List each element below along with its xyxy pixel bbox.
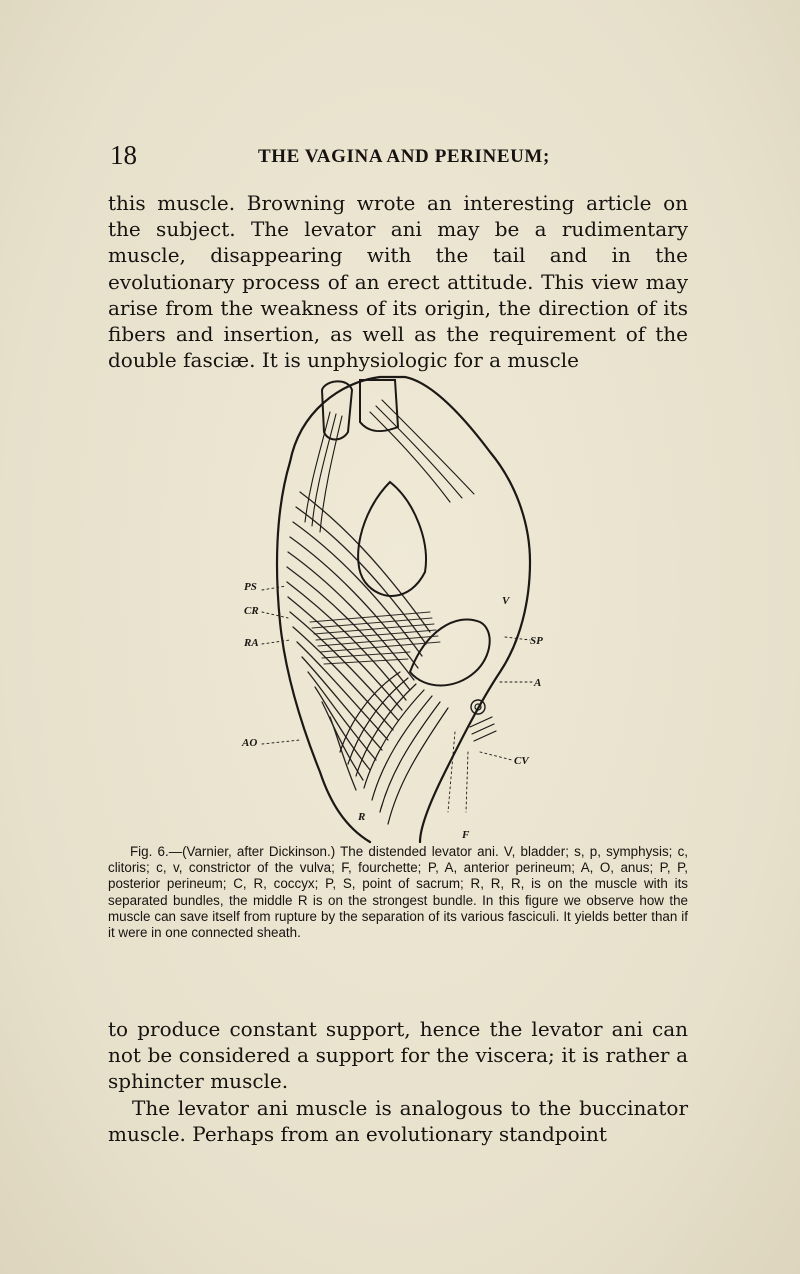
figure-caption — [108, 844, 688, 941]
anatomical-figure — [230, 372, 570, 848]
running-head: THE VAGINA AND PERINEUM; — [258, 146, 550, 167]
page-header — [110, 140, 690, 176]
label-a: A — [534, 677, 542, 689]
page-number: 18 — [110, 140, 137, 170]
bladder-shape — [358, 482, 426, 596]
label-v: V — [502, 595, 510, 607]
label-ao: AO — [242, 737, 258, 749]
label-f: F — [462, 829, 470, 841]
body-bottom-line-2: The levator ani muscle is analogous to the buccinator muscle. Perhaps from an evolutionary standpoint — [108, 1095, 688, 1146]
label-ra: RA — [244, 637, 259, 649]
caption-text: Fig. 6.—(Varnier, after Dickinson.) The distended levator ani. V, bladder; s, p, symphysis; c, clitoris; c, v, constrictor of the vulva; F, fourchette; P, A, anterior perineum; A, O, anus; P, P, posterior perineum; C, R, coccyx; P, S, point of sacrum; R, R, R, is on the muscle with its separated bundles, the middle R is on the strongest bundle. In this figure we observe how the muscle can save itself from rupture by the separation of its various fasciculi. It yields better than if it were in one connected sheath. — [108, 844, 688, 941]
vagina-canal — [410, 619, 490, 685]
label-cv: CV — [514, 755, 529, 767]
body-paragraph-bottom — [108, 1016, 688, 1147]
body-bottom-line-1: to produce constant support, hence the levator ani can not be considered a support for the viscera; it is rather a sphincter muscle. — [108, 1017, 688, 1094]
levator-ani-illustration — [230, 372, 570, 848]
label-cr: CR — [244, 605, 259, 617]
symphysis-shape — [322, 381, 352, 439]
label-r: R — [358, 811, 366, 823]
label-ps: PS — [244, 581, 257, 593]
body-paragraph-top: this muscle. Browning wrote an interesting article on the subject. The levator ani may be a rudimentary muscle, disappearing with the tail and in the evolutionary process of an erect attitude. This view may arise from the weakness of its origin, the direction of its fibers and insertion, as well as the requirement of the double fasciæ. It is unphysiologic for a muscle — [108, 191, 688, 373]
outer-outline — [290, 377, 530, 842]
label-sp: SP — [530, 635, 543, 647]
